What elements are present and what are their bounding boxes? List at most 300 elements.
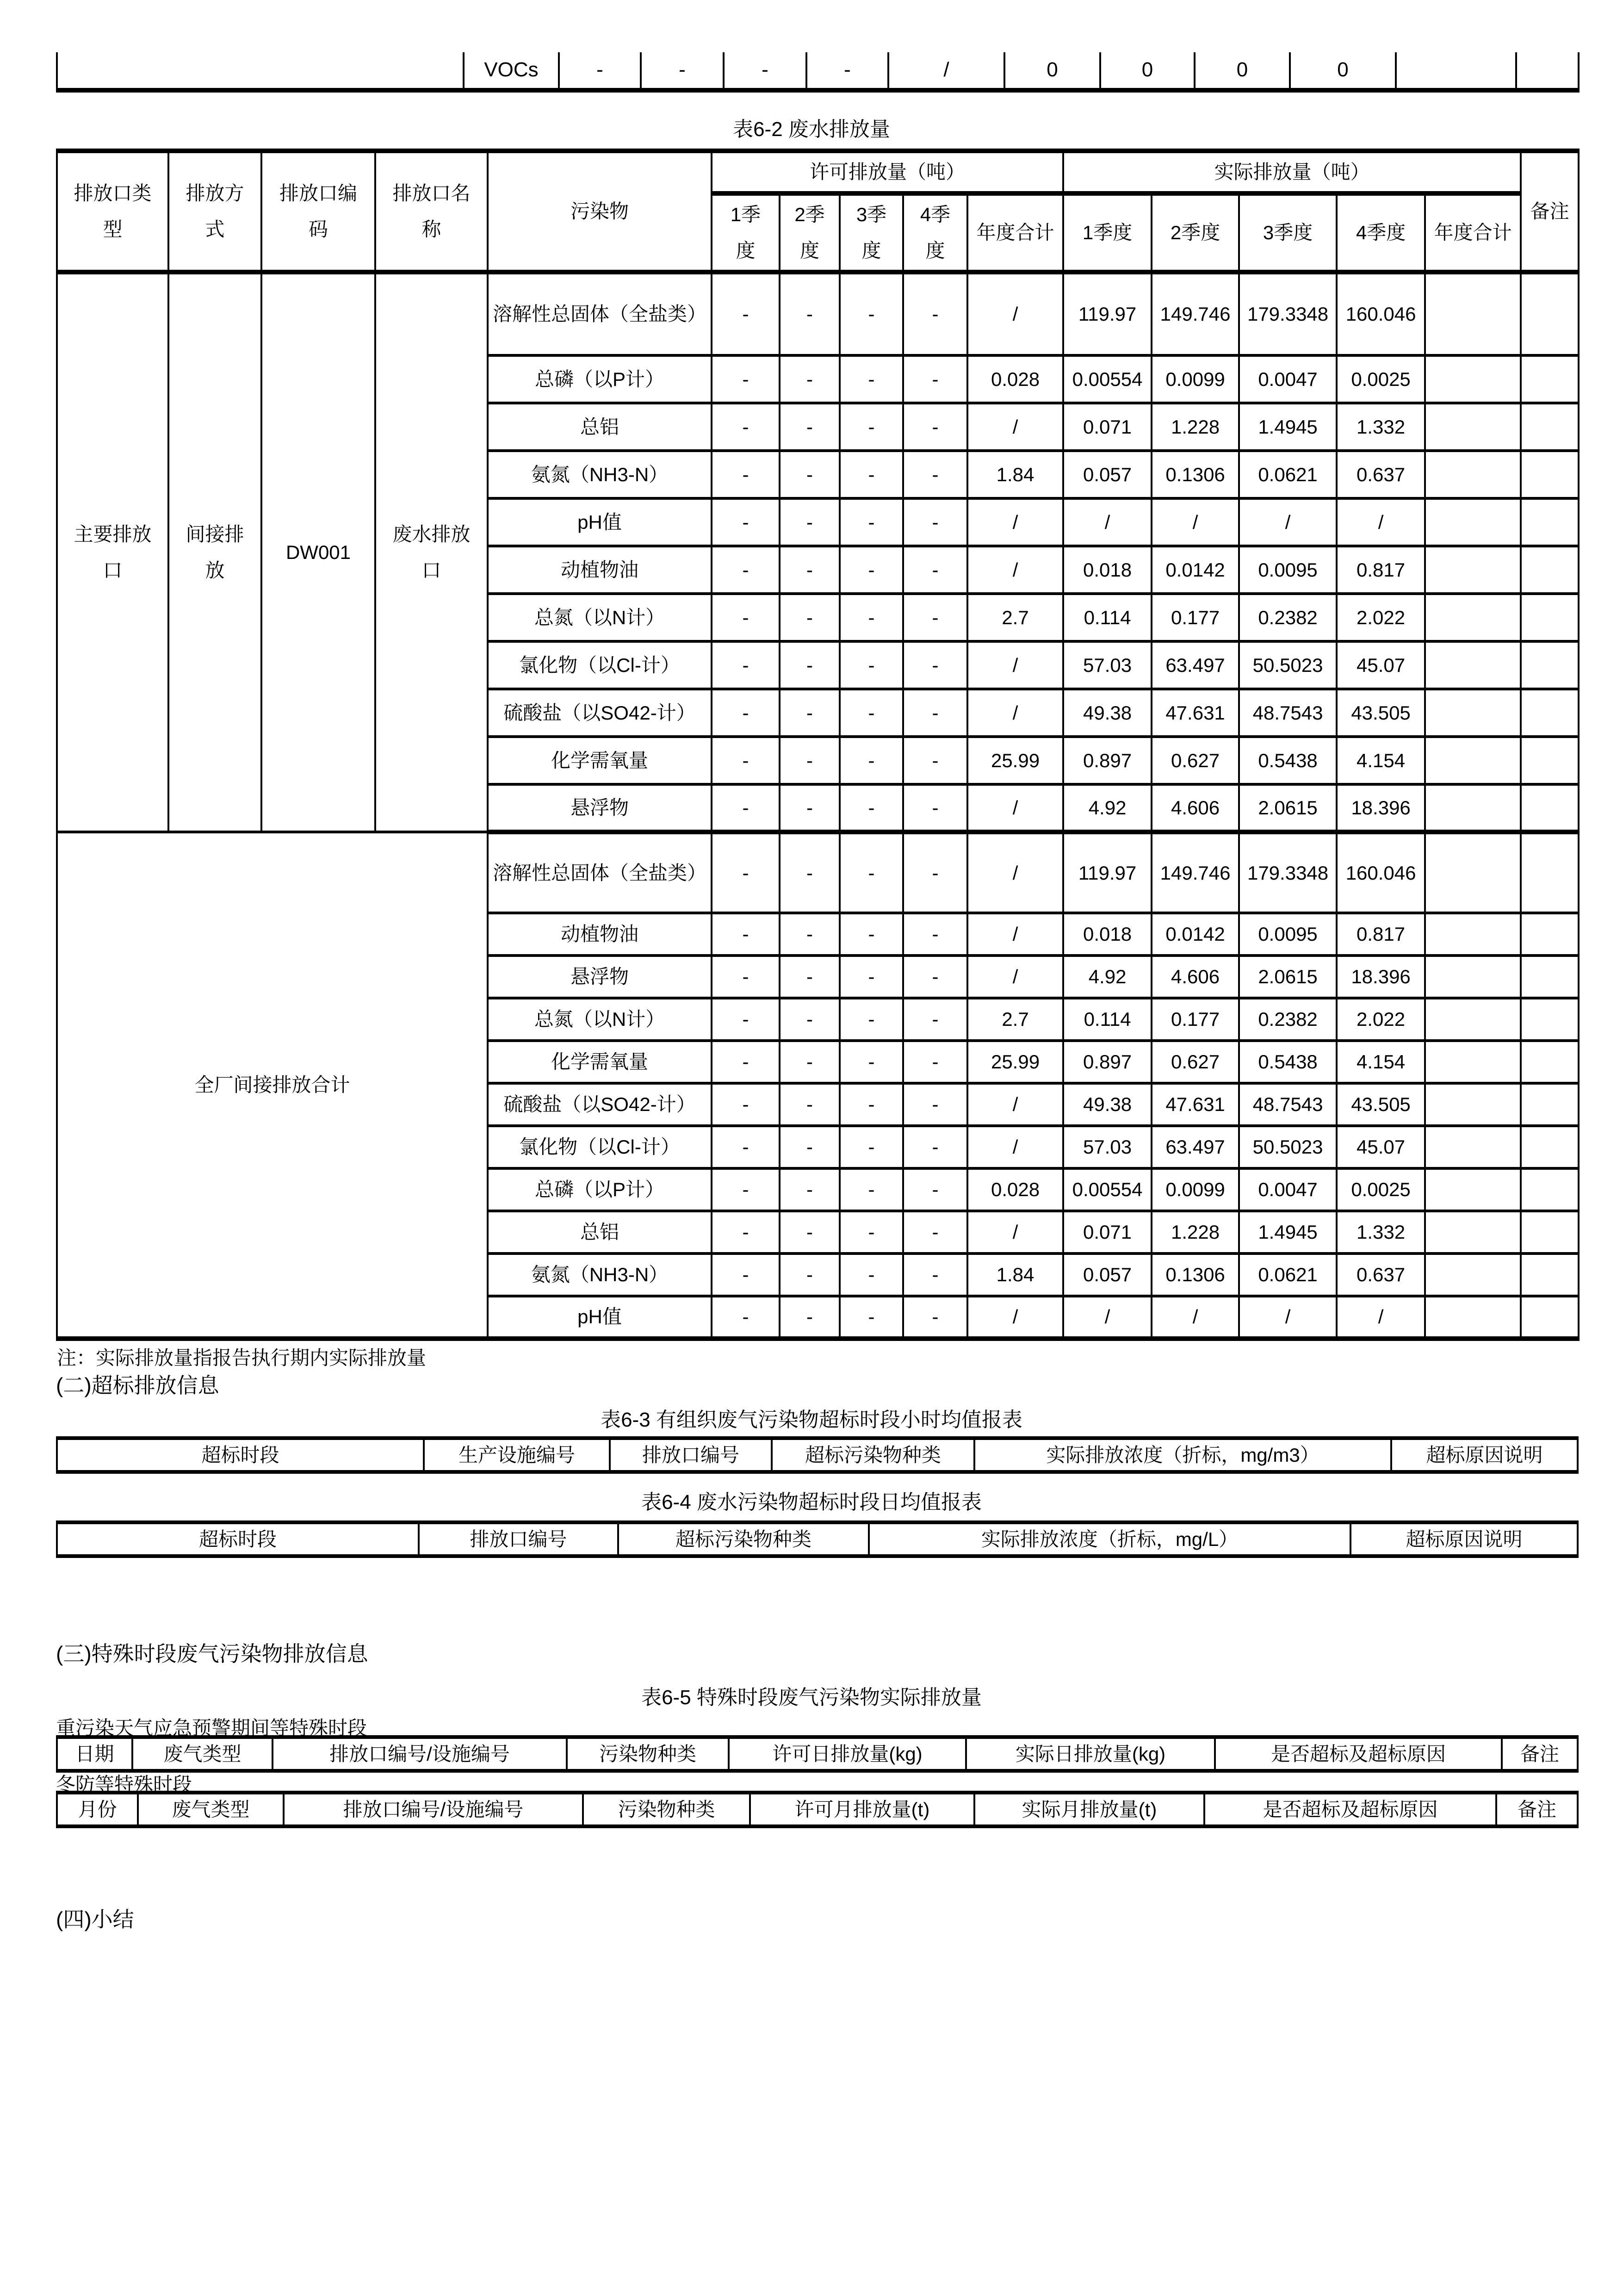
permit-q3-cell: - <box>840 355 903 403</box>
table-6-5-winter <box>56 1791 1579 1828</box>
actual-q1-cell: 0.057 <box>1063 451 1152 498</box>
pollutant-name-cell: 总磷（以P计） <box>488 355 712 403</box>
permit-q4-cell: - <box>903 998 967 1041</box>
table-6-3-title: 表6-3 有组织废气污染物超标时段小时均值报表 <box>601 1409 1022 1431</box>
permit-q2-cell: - <box>780 272 840 355</box>
permit-q2-cell: - <box>780 832 840 913</box>
actual-annual-cell <box>1425 1083 1521 1126</box>
actual-q1-cell: / <box>1063 498 1152 546</box>
permit-q1-cell: - <box>712 1168 780 1211</box>
vocs-row-cell <box>57 52 464 90</box>
permit-q2-cell: - <box>780 784 840 832</box>
permit-q4-cell: - <box>903 641 967 689</box>
actual-q2-cell: 1.228 <box>1152 1211 1239 1253</box>
permit-q1-cell: - <box>712 956 780 998</box>
permit-annual-cell: / <box>967 1296 1063 1339</box>
actual-q4-cell: 2.022 <box>1337 594 1425 641</box>
permit-annual-cell: / <box>967 784 1063 832</box>
permit-annual-cell: / <box>967 913 1063 956</box>
table-6-5-header-cell: 排放口编号/设施编号 <box>273 1737 567 1771</box>
actual-q3-cell: / <box>1239 1296 1337 1339</box>
remark-cell <box>1521 451 1579 498</box>
permit-q2-cell: - <box>780 451 840 498</box>
header-permit-q4: 4季度 <box>903 193 967 272</box>
actual-q2-cell: 1.228 <box>1152 403 1239 451</box>
permit-q2-cell: - <box>780 1296 840 1339</box>
table-6-2-footnote: 注：实际排放量指报告执行期内实际排放量 <box>57 1347 427 1369</box>
actual-annual-cell <box>1425 451 1521 498</box>
actual-annual-cell <box>1425 641 1521 689</box>
remark-cell <box>1521 832 1579 913</box>
permit-q2-cell: - <box>780 689 840 737</box>
permit-annual-cell: 1.84 <box>967 451 1063 498</box>
actual-q1-cell: 0.00554 <box>1063 355 1152 403</box>
remark-cell <box>1521 1296 1579 1339</box>
permit-q1-cell: - <box>712 355 780 403</box>
table-6-4-title: 表6-4 废水污染物超标时段日均值报表 <box>641 1491 982 1514</box>
table-6-3-header-cell: 超标时段 <box>57 1438 424 1472</box>
actual-q1-cell: 57.03 <box>1063 1126 1152 1168</box>
actual-q3-cell: 48.7543 <box>1239 1083 1337 1126</box>
actual-q2-cell: 4.606 <box>1152 956 1239 998</box>
permit-q2-cell: - <box>780 355 840 403</box>
permit-q3-cell: - <box>840 1168 903 1211</box>
permit-q2-cell: - <box>780 403 840 451</box>
vocs-row <box>57 52 1579 90</box>
vocs-row-cell: - <box>559 52 641 90</box>
permit-q4-cell: - <box>903 913 967 956</box>
permit-q4-cell: - <box>903 1126 967 1168</box>
vocs-row-cell: 0 <box>1100 52 1195 90</box>
pollutant-name-cell: 氯化物（以Cl-计） <box>488 1126 712 1168</box>
pollutant-name-cell: 动植物油 <box>488 546 712 594</box>
table-6-5-header-cell: 是否超标及超标原因 <box>1204 1793 1496 1826</box>
pollutant-name-cell: 总铝 <box>488 1211 712 1253</box>
actual-q1-cell: 49.38 <box>1063 1083 1152 1126</box>
actual-q1-cell: 119.97 <box>1063 832 1152 913</box>
actual-q2-cell: 63.497 <box>1152 641 1239 689</box>
actual-q2-cell: 0.627 <box>1152 737 1239 784</box>
actual-annual-cell <box>1425 272 1521 355</box>
permit-q3-cell: - <box>840 1296 903 1339</box>
pollutant-name-cell: 溶解性总固体（全盐类） <box>488 272 712 355</box>
actual-q3-cell: 0.0621 <box>1239 451 1337 498</box>
permit-annual-cell: 25.99 <box>967 737 1063 784</box>
header-permit-q2: 2季度 <box>780 193 840 272</box>
winter-period-label: 冬防等特殊时段 <box>56 1774 192 1795</box>
permit-q1-cell: - <box>712 498 780 546</box>
permit-q4-cell: - <box>903 594 967 641</box>
port-code-cell: DW001 <box>261 272 375 832</box>
permit-annual-cell: 25.99 <box>967 1041 1063 1083</box>
actual-annual-cell <box>1425 913 1521 956</box>
permit-q1-cell: - <box>712 1083 780 1126</box>
actual-q2-cell: 0.177 <box>1152 594 1239 641</box>
permit-q4-cell: - <box>903 832 967 913</box>
actual-q2-cell: 0.0142 <box>1152 913 1239 956</box>
actual-q1-cell: 0.00554 <box>1063 1168 1152 1211</box>
permit-q2-cell: - <box>780 594 840 641</box>
permit-annual-cell: / <box>967 1083 1063 1126</box>
actual-q2-cell: 149.746 <box>1152 272 1239 355</box>
table-6-2-main-outlet-block <box>57 272 1579 832</box>
header-permitted-group: 许可排放量（吨） <box>712 151 1063 193</box>
actual-q4-cell: / <box>1337 498 1425 546</box>
permit-q3-cell: - <box>840 1083 903 1126</box>
table-6-3-header-row <box>57 1438 1578 1472</box>
actual-q4-cell: / <box>1337 1296 1425 1339</box>
actual-q4-cell: 0.0025 <box>1337 355 1425 403</box>
actual-q2-cell: 47.631 <box>1152 689 1239 737</box>
actual-q3-cell: 2.0615 <box>1239 784 1337 832</box>
permit-q3-cell: - <box>840 546 903 594</box>
table-6-4-header-cell: 超标原因说明 <box>1350 1522 1578 1556</box>
permit-q1-cell: - <box>712 1041 780 1083</box>
permit-annual-cell: 0.028 <box>967 1168 1063 1211</box>
actual-annual-cell <box>1425 1253 1521 1296</box>
actual-q2-cell: 0.1306 <box>1152 451 1239 498</box>
permit-q2-cell: - <box>780 737 840 784</box>
actual-annual-cell <box>1425 1041 1521 1083</box>
actual-annual-cell <box>1425 784 1521 832</box>
actual-q3-cell: 0.2382 <box>1239 998 1337 1041</box>
actual-q4-cell: 18.396 <box>1337 956 1425 998</box>
permit-q3-cell: - <box>840 1211 903 1253</box>
actual-annual-cell <box>1425 956 1521 998</box>
actual-q1-cell: / <box>1063 1296 1152 1339</box>
permit-q4-cell: - <box>903 451 967 498</box>
permit-annual-cell: 1.84 <box>967 1253 1063 1296</box>
permit-q1-cell: - <box>712 403 780 451</box>
pollutant-name-cell: pH值 <box>488 498 712 546</box>
permit-q2-cell: - <box>780 1168 840 1211</box>
vocs-row-cell: - <box>641 52 724 90</box>
pollutant-name-cell: 总铝 <box>488 403 712 451</box>
remark-cell <box>1521 784 1579 832</box>
permit-q4-cell: - <box>903 1168 967 1211</box>
table-6-5-header-cell: 废气类型 <box>138 1793 284 1826</box>
heavy-pollution-period-label: 重污染天气应急预警期间等特殊时段 <box>56 1717 367 1739</box>
table-6-5-header-cell: 备注 <box>1502 1737 1578 1771</box>
actual-q3-cell: 2.0615 <box>1239 956 1337 998</box>
permit-annual-cell: 0.028 <box>967 355 1063 403</box>
header-pollutant: 污染物 <box>488 151 712 272</box>
permit-q4-cell: - <box>903 956 967 998</box>
actual-q1-cell: 57.03 <box>1063 641 1152 689</box>
vocs-row-cell: 0 <box>1004 52 1100 90</box>
vocs-row-cell <box>1516 52 1579 90</box>
table-6-4-header-cell: 实际排放浓度（折标，mg/L） <box>869 1522 1350 1556</box>
permit-q4-cell: - <box>903 1253 967 1296</box>
pollutant-name-cell: 氨氮（NH3-N） <box>488 1253 712 1296</box>
actual-q2-cell: 0.0142 <box>1152 546 1239 594</box>
header-actual-q2: 2季度 <box>1152 193 1239 272</box>
actual-q4-cell: 4.154 <box>1337 1041 1425 1083</box>
table-6-3-header-cell: 生产设施编号 <box>424 1438 610 1472</box>
remark-cell <box>1521 594 1579 641</box>
permit-q2-cell: - <box>780 913 840 956</box>
permit-q2-cell: - <box>780 1041 840 1083</box>
actual-q1-cell: 4.92 <box>1063 784 1152 832</box>
permit-q3-cell: - <box>840 998 903 1041</box>
table-6-5-header-cell: 日期 <box>57 1737 132 1771</box>
table-6-3-header-cell: 超标原因说明 <box>1391 1438 1578 1472</box>
vocs-row-cell: 0 <box>1195 52 1290 90</box>
actual-q2-cell: 0.0099 <box>1152 1168 1239 1211</box>
permit-q4-cell: - <box>903 784 967 832</box>
permit-q1-cell: - <box>712 594 780 641</box>
permit-annual-cell: / <box>967 956 1063 998</box>
section-4-heading: (四)小结 <box>56 1907 134 1931</box>
permit-q1-cell: - <box>712 1296 780 1339</box>
permit-annual-cell: / <box>967 641 1063 689</box>
remark-cell <box>1521 1168 1579 1211</box>
permit-q4-cell: - <box>903 498 967 546</box>
actual-q3-cell: 179.3348 <box>1239 832 1337 913</box>
actual-annual-cell <box>1425 1126 1521 1168</box>
actual-annual-cell <box>1425 594 1521 641</box>
permit-q1-cell: - <box>712 1253 780 1296</box>
remark-cell <box>1521 1211 1579 1253</box>
permit-q2-cell: - <box>780 546 840 594</box>
header-permit-q3: 3季度 <box>840 193 903 272</box>
permit-annual-cell: / <box>967 403 1063 451</box>
table-6-2-header-row-1 <box>57 151 1579 193</box>
table-6-4-header-cell: 超标污染物种类 <box>618 1522 869 1556</box>
permit-q2-cell: - <box>780 998 840 1041</box>
permit-q1-cell: - <box>712 913 780 956</box>
permit-q1-cell: - <box>712 1211 780 1253</box>
actual-q4-cell: 0.817 <box>1337 546 1425 594</box>
actual-q3-cell: 0.0621 <box>1239 1253 1337 1296</box>
actual-annual-cell <box>1425 737 1521 784</box>
table-6-5-header-cell: 实际日排放量(kg) <box>966 1737 1215 1771</box>
remark-cell <box>1521 403 1579 451</box>
actual-q4-cell: 1.332 <box>1337 1211 1425 1253</box>
permit-q4-cell: - <box>903 403 967 451</box>
pollutant-name-cell: 动植物油 <box>488 913 712 956</box>
pollutant-name-cell: 溶解性总固体（全盐类） <box>488 832 712 913</box>
vocs-row-cell <box>1396 52 1516 90</box>
permit-annual-cell: / <box>967 1211 1063 1253</box>
actual-annual-cell <box>1425 403 1521 451</box>
vocs-row-cell: - <box>806 52 888 90</box>
pollutant-name-cell: 总氮（以N计） <box>488 998 712 1041</box>
header-permit-q1: 1季度 <box>712 193 780 272</box>
permit-q3-cell: - <box>840 594 903 641</box>
table-6-5-header-cell: 实际月排放量(t) <box>974 1793 1204 1826</box>
pollutant-row <box>57 272 1579 355</box>
actual-q3-cell: 0.0095 <box>1239 913 1337 956</box>
permit-q1-cell: - <box>712 451 780 498</box>
actual-annual-cell <box>1425 998 1521 1041</box>
permit-q1-cell: - <box>712 1126 780 1168</box>
header-actual-q3: 3季度 <box>1239 193 1337 272</box>
permit-q2-cell: - <box>780 641 840 689</box>
table-6-5-header-cell: 污染物种类 <box>567 1737 729 1771</box>
vocs-row-cell: / <box>888 52 1004 90</box>
actual-q4-cell: 160.046 <box>1337 832 1425 913</box>
header-actual-q1: 1季度 <box>1063 193 1152 272</box>
permit-q3-cell: - <box>840 832 903 913</box>
table-6-3-header-cell: 实际排放浓度（折标，mg/m3） <box>974 1438 1391 1472</box>
actual-q4-cell: 0.817 <box>1337 913 1425 956</box>
table-6-4-header-row <box>57 1522 1578 1556</box>
port-type-cell: 主要排放口 <box>57 272 168 832</box>
table-6-5-header-cell: 备注 <box>1496 1793 1578 1826</box>
table-6-4-header-cell: 超标时段 <box>57 1522 419 1556</box>
permit-q1-cell: - <box>712 689 780 737</box>
table-6-5-heavy-pollution <box>56 1735 1579 1773</box>
permit-q2-cell: - <box>780 1211 840 1253</box>
table-6-4-water-exceedance <box>56 1520 1579 1558</box>
permit-annual-cell: / <box>967 546 1063 594</box>
actual-q2-cell: 0.0099 <box>1152 355 1239 403</box>
actual-q2-cell: / <box>1152 1296 1239 1339</box>
actual-q3-cell: 0.0047 <box>1239 1168 1337 1211</box>
discharge-mode-cell: 间接排放 <box>168 272 261 832</box>
pollutant-name-cell: pH值 <box>488 1296 712 1339</box>
table-6-3-header-cell: 超标污染物种类 <box>772 1438 974 1472</box>
actual-q2-cell: 149.746 <box>1152 832 1239 913</box>
permit-annual-cell: 2.7 <box>967 594 1063 641</box>
permit-annual-cell: / <box>967 832 1063 913</box>
remark-cell <box>1521 355 1579 403</box>
actual-q4-cell: 2.022 <box>1337 998 1425 1041</box>
permit-q3-cell: - <box>840 689 903 737</box>
vocs-row-cell: VOCs <box>464 52 559 90</box>
pollutant-name-cell: 氯化物（以Cl-计） <box>488 641 712 689</box>
permit-annual-cell: / <box>967 272 1063 355</box>
permit-q2-cell: - <box>780 498 840 546</box>
plant-total-label-cell: 全厂间接排放合计 <box>57 832 488 1339</box>
actual-annual-cell <box>1425 689 1521 737</box>
actual-q4-cell: 45.07 <box>1337 1126 1425 1168</box>
header-remark: 备注 <box>1521 151 1579 272</box>
permit-q1-cell: - <box>712 737 780 784</box>
actual-q1-cell: 0.071 <box>1063 403 1152 451</box>
table-6-5-header-cell: 排放口编号/设施编号 <box>284 1793 583 1826</box>
section-3-heading: (三)特殊时段废气污染物排放信息 <box>56 1642 368 1666</box>
actual-q4-cell: 160.046 <box>1337 272 1425 355</box>
actual-q1-cell: 0.897 <box>1063 737 1152 784</box>
actual-q3-cell: 179.3348 <box>1239 272 1337 355</box>
actual-q3-cell: 0.2382 <box>1239 594 1337 641</box>
actual-q3-cell: 0.0095 <box>1239 546 1337 594</box>
actual-q2-cell: 4.606 <box>1152 784 1239 832</box>
header-discharge-mode: 排放方式 <box>168 151 261 272</box>
actual-annual-cell <box>1425 355 1521 403</box>
pollutant-name-cell: 总氮（以N计） <box>488 594 712 641</box>
table-6-5-header-cell: 是否超标及超标原因 <box>1215 1737 1502 1771</box>
permit-q1-cell: - <box>712 546 780 594</box>
actual-q4-cell: 4.154 <box>1337 737 1425 784</box>
table-6-4-header-cell: 排放口编号 <box>419 1522 618 1556</box>
table-6-5-header-cell: 月份 <box>57 1793 138 1826</box>
header-actual-annual: 年度合计 <box>1425 193 1521 272</box>
permit-q1-cell: - <box>712 832 780 913</box>
pollutant-name-cell: 氨氮（NH3-N） <box>488 451 712 498</box>
remark-cell <box>1521 737 1579 784</box>
actual-q1-cell: 0.114 <box>1063 594 1152 641</box>
previous-table-tail-row <box>56 52 1580 93</box>
actual-q3-cell: / <box>1239 498 1337 546</box>
table-6-5-header-cell: 许可月排放量(t) <box>750 1793 974 1826</box>
table-6-2-wastewater-discharge <box>56 149 1580 1341</box>
permit-q4-cell: - <box>903 737 967 784</box>
header-port-code: 排放口编码 <box>261 151 375 272</box>
permit-q4-cell: - <box>903 1211 967 1253</box>
header-port-name: 排放口名称 <box>375 151 488 272</box>
permit-q3-cell: - <box>840 451 903 498</box>
permit-q4-cell: - <box>903 546 967 594</box>
actual-q1-cell: 0.114 <box>1063 998 1152 1041</box>
permit-q4-cell: - <box>903 1296 967 1339</box>
table-6-5-header-cell: 废气类型 <box>132 1737 273 1771</box>
actual-q4-cell: 0.0025 <box>1337 1168 1425 1211</box>
header-actual-q4: 4季度 <box>1337 193 1425 272</box>
table-6-3-gas-exceedance <box>56 1436 1579 1474</box>
actual-annual-cell <box>1425 1296 1521 1339</box>
remark-cell <box>1521 998 1579 1041</box>
permit-q4-cell: - <box>903 1083 967 1126</box>
permit-q2-cell: - <box>780 1083 840 1126</box>
remark-cell <box>1521 546 1579 594</box>
remark-cell <box>1521 272 1579 355</box>
remark-cell <box>1521 1041 1579 1083</box>
actual-q3-cell: 48.7543 <box>1239 689 1337 737</box>
remark-cell <box>1521 1083 1579 1126</box>
permit-annual-cell: 2.7 <box>967 998 1063 1041</box>
pollutant-row <box>57 832 1579 913</box>
pollutant-name-cell: 硫酸盐（以SO42-计） <box>488 689 712 737</box>
table-6-3-header-cell: 排放口编号 <box>610 1438 772 1472</box>
pollutant-name-cell: 总磷（以P计） <box>488 1168 712 1211</box>
permit-annual-cell: / <box>967 1126 1063 1168</box>
remark-cell <box>1521 689 1579 737</box>
actual-q3-cell: 1.4945 <box>1239 403 1337 451</box>
permit-q4-cell: - <box>903 355 967 403</box>
actual-q4-cell: 0.637 <box>1337 1253 1425 1296</box>
table-6-2-title: 表6-2 废水排放量 <box>733 118 890 141</box>
table-6-2-plant-total-block <box>57 832 1579 1339</box>
actual-q2-cell: 0.177 <box>1152 998 1239 1041</box>
permit-q3-cell: - <box>840 1253 903 1296</box>
permit-q3-cell: - <box>840 1126 903 1168</box>
actual-q1-cell: 49.38 <box>1063 689 1152 737</box>
actual-q2-cell: / <box>1152 498 1239 546</box>
permit-q3-cell: - <box>840 784 903 832</box>
section-2-heading: (二)超标排放信息 <box>56 1373 219 1397</box>
permit-q3-cell: - <box>840 913 903 956</box>
permit-q1-cell: - <box>712 272 780 355</box>
permit-q3-cell: - <box>840 403 903 451</box>
permit-q4-cell: - <box>903 1041 967 1083</box>
permit-annual-cell: / <box>967 498 1063 546</box>
actual-q1-cell: 0.018 <box>1063 546 1152 594</box>
remark-cell <box>1521 913 1579 956</box>
permit-q3-cell: - <box>840 956 903 998</box>
actual-q1-cell: 0.897 <box>1063 1041 1152 1083</box>
pollutant-name-cell: 悬浮物 <box>488 956 712 998</box>
remark-cell <box>1521 1126 1579 1168</box>
permit-q3-cell: - <box>840 641 903 689</box>
actual-q1-cell: 4.92 <box>1063 956 1152 998</box>
header-permit-annual: 年度合计 <box>967 193 1063 272</box>
actual-q4-cell: 43.505 <box>1337 689 1425 737</box>
permit-q1-cell: - <box>712 784 780 832</box>
actual-q3-cell: 1.4945 <box>1239 1211 1337 1253</box>
